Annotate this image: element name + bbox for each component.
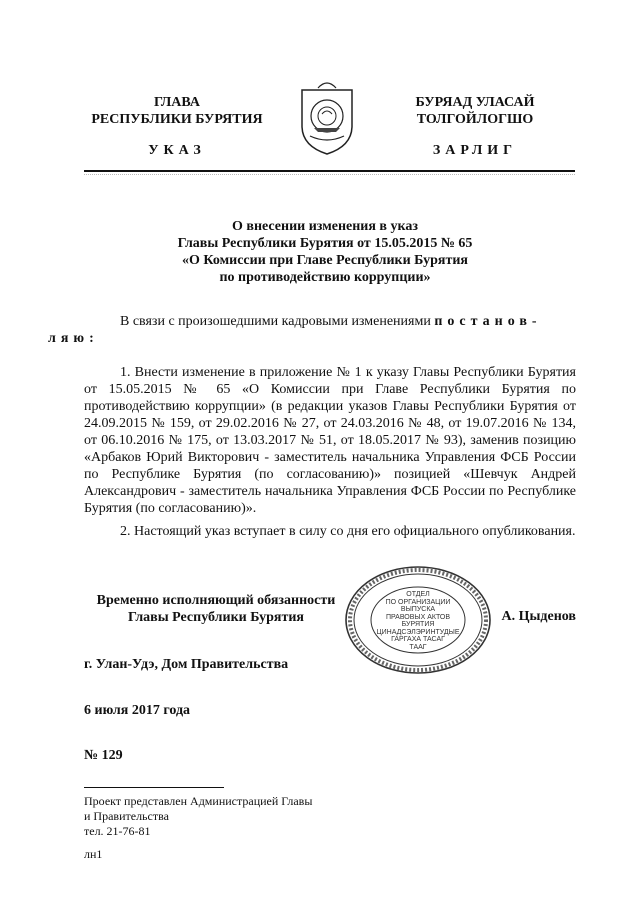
- title-line1: О внесении изменения в указ: [232, 219, 418, 234]
- header-left: [84, 94, 270, 128]
- stamp-line: ЦИНАДСЭЛЭРИНТУДЫЕ: [376, 628, 460, 636]
- intro-text: В связи с произошедшими кадровыми изменениями: [120, 314, 435, 329]
- header-rule-dotted: [84, 174, 575, 175]
- document-title: [90, 218, 560, 286]
- footer-rule: [84, 787, 224, 788]
- doc-type-right: ЗАРЛИГ: [432, 143, 518, 158]
- footer-phone: тел. 21-76-81: [84, 824, 151, 838]
- header-right-line2: ТОЛГОЙЛОГШО: [416, 112, 534, 127]
- paragraph-1: 1. Внести изменение в приложение № 1 к указу Главы Республики Бурятия от 15.05.2015 № 65 «О Комиссии при Главе Республики Бурятия по противодействию коррупции» (в редакции указов Главы Республики Бурятия от 24.09.2015 № 159, от 29.02.2016 № 27, от 24.03.2016 № 48, от 19.07.2016 № 134, от 06.10.2016 № 175, от 13.03.2017 № 51, от 18.05.2017 № 93), заменив позицию «Арбаков Юрий Викторович - заместитель начальника Управления ФСБ России по Республике Бурятия (по согласованию)» позицией «Шевчук Андрей Александрович - заместитель начальника Управления ФСБ России по Республике Бурятия (по согласованию)».: [84, 365, 576, 516]
- stamp-line: БУРЯТИЯ: [401, 621, 435, 628]
- signing-place: г. Улан-Удэ, Дом Правительства: [84, 657, 289, 672]
- intro-paragraph: [48, 313, 576, 347]
- stamp-line: ТААГ: [409, 643, 427, 651]
- official-stamp: [344, 565, 492, 675]
- stamp-inner-text: [372, 591, 464, 651]
- footer-code: лн1: [84, 847, 103, 861]
- footer-note: [84, 794, 312, 839]
- intro-emphasis-2: ляю: [48, 331, 90, 346]
- title-line4: по противодействию коррупции»: [219, 270, 431, 285]
- doc-type-left: УКАЗ: [148, 143, 206, 158]
- footer-line2: и Правительства: [84, 809, 169, 823]
- intro-colon: :: [89, 331, 94, 346]
- stamp-line: ГАРГАХА ТАСАГ: [391, 636, 445, 643]
- title-line3: «О Комиссии при Главе Республики Бурятия: [182, 253, 468, 268]
- signing-date: 6 июля 2017 года: [84, 703, 191, 718]
- stamp-line: ОТДЕЛ: [406, 591, 430, 598]
- paragraph-2: 2. Настоящий указ вступает в силу со дня его официального опубликования.: [120, 524, 576, 539]
- header-rule: [84, 170, 575, 172]
- decree-number: № 129: [84, 748, 123, 763]
- header-right-line1: БУРЯАД УЛАСАЙ: [415, 95, 535, 110]
- footer-line1: Проект представлен Администрацией Главы: [84, 794, 313, 808]
- header-left-line2: РЕСПУБЛИКИ БУРЯТИЯ: [91, 112, 263, 127]
- header-left-line1: ГЛАВА: [154, 95, 200, 110]
- stamp-line: ВЫПУСКА: [400, 606, 436, 613]
- signatory-position-line2: Главы Республики Бурятия: [127, 610, 304, 625]
- stamp-line: ПО ОРГАНИЗАЦИИ: [385, 598, 451, 606]
- intro-emphasis-1: постанов-: [434, 314, 542, 329]
- signatory-name: А. Цыденов: [501, 609, 576, 624]
- header-right: [380, 94, 570, 128]
- stamp-line: ПРАВОВЫХ АКТОВ: [385, 613, 451, 621]
- signatory-position: [84, 592, 348, 626]
- signatory-position-line1: Временно исполняющий обязанности: [96, 593, 336, 608]
- coat-of-arms-icon: [296, 80, 358, 158]
- title-line2: Главы Республики Бурятия от 15.05.2015 № 65: [177, 236, 473, 251]
